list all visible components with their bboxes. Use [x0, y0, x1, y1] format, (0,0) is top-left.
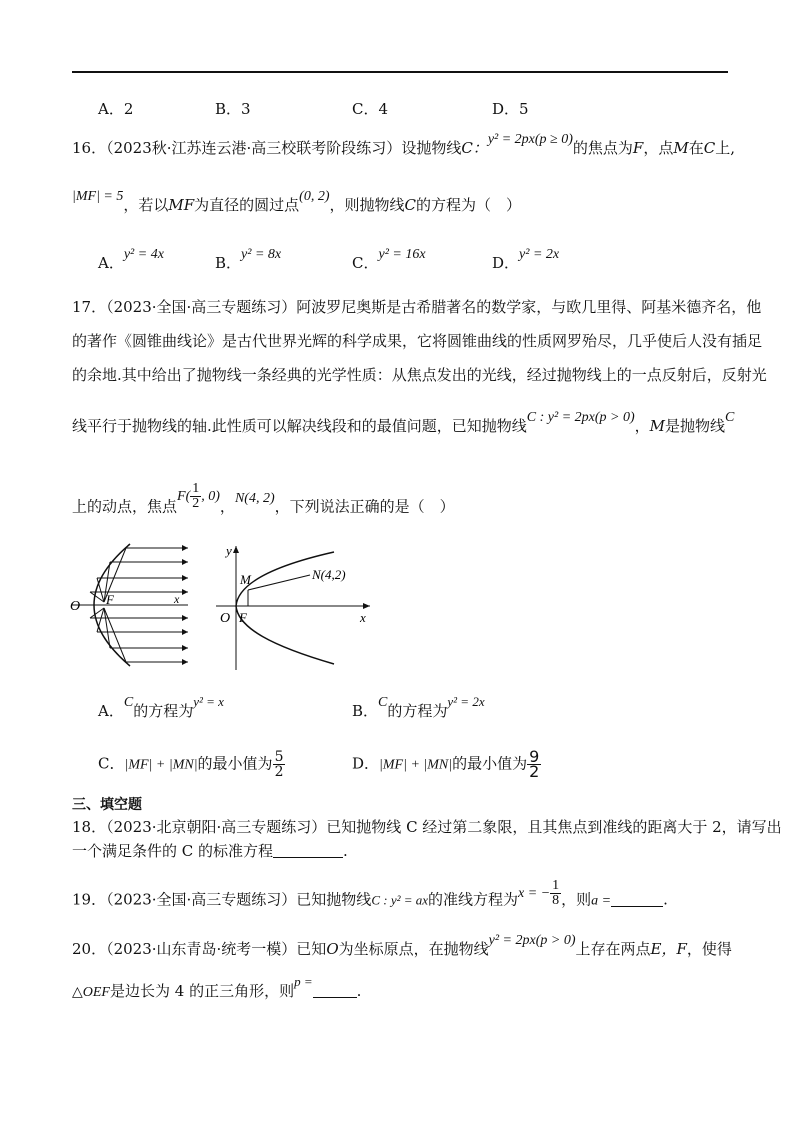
- section-heading: 三、填空题: [72, 797, 142, 813]
- reflection-diagram: [68, 540, 198, 670]
- label-o-left: O: [70, 599, 81, 614]
- q20-answer-blank[interactable]: [313, 983, 357, 998]
- q17-line-2: 的著作《圆锥曲线论》是古代世界光辉的科学成果，它将圆锥曲线的性质网罗殆尽，几乎使后人没有插足: [72, 332, 763, 350]
- q17-line-4: 线平行于抛物线的轴.此性质可以解决线段和的最值问题，已知抛物线C : y² = 2px(p > 0)，M是抛物线C: [72, 410, 735, 435]
- q16-option-c: C．y² = 16x: [352, 247, 426, 272]
- q17-line-3: 的余地.其中给出了抛物线一条经典的光学性质：从焦点发出的光线，经过抛物线上的一点反射后，反射光: [72, 366, 767, 384]
- q15-option-b: B．3: [215, 100, 251, 118]
- q19-answer-blank[interactable]: [611, 892, 663, 907]
- q18-answer-blank[interactable]: [273, 843, 343, 858]
- label-f-left: F: [106, 592, 114, 607]
- segment-mn: [248, 575, 310, 590]
- q17-line-5: 上的动点，焦点F( $\frac{1}{2}$ , 0)，N(4, 2)，下列说法正确的是（ ）: [72, 481, 455, 516]
- y-arrow: [233, 546, 239, 553]
- q16-line-2: |MF| = 5，若以MF为直径的圆过点(0, 2)，则抛物线C的方程为（ ）: [72, 189, 522, 214]
- label-n: N(4,2): [312, 567, 346, 582]
- q15-option-c: C．4: [352, 100, 389, 118]
- q18-line-1: 18．（2023·北京朝阳·高三专题练习）已知抛物线 C 经过第二象限，且其焦点到准线的距离大于 2，请写出: [72, 818, 782, 836]
- q16-line-1: 16．（2023秋·江苏连云港·高三校联考阶段练习）设抛物线C：y² = 2px(p ≥ 0)的焦点为F，点M在C上,: [72, 132, 735, 157]
- coordinate-figure: [212, 540, 372, 675]
- label-x-left: x: [174, 592, 180, 606]
- label-x-right: x: [360, 610, 366, 625]
- q16-option-d: D．y² = 2x: [492, 247, 560, 272]
- q15-option-d: D．5: [492, 100, 529, 118]
- q17-line-1: 17．（2023·全国·高三专题练习）阿波罗尼奥斯是古希腊著名的数学家，与欧几里得、阿基米德齐名，他: [72, 298, 762, 316]
- q17-option-a: A．C的方程为y² = x: [98, 694, 224, 720]
- q17-option-d: D．|MF| + |MN|的最小值为 $\frac{9}{2}$: [352, 747, 540, 781]
- q16-option-b: B．y² = 8x: [215, 247, 282, 272]
- q20-line-2: △OEF是边长为 4 的正三角形，则p =.: [72, 974, 362, 1000]
- q17-option-c: C．|MF| + |MN|的最小值为 $\frac{5}{2}$: [98, 749, 284, 780]
- q20-line-1: 20．（2023·山东青岛·统考一模）已知O为坐标原点，在抛物线y² = 2px(p > 0)上存在两点E，F，使得: [72, 933, 732, 958]
- label-f-right: F: [239, 610, 247, 625]
- q18-line-2: 一个满足条件的 C 的标准方程 .: [72, 842, 348, 860]
- header-rule: [72, 71, 728, 73]
- q19-line: 19．（2023·全国·高三专题练习）已知抛物线C : y² = ax的准线方程为x = − $\frac{1}{8}$ ，则a = .: [72, 878, 668, 909]
- q16-option-a: A．y² = 4x: [98, 247, 164, 272]
- label-o-right: O: [220, 611, 231, 626]
- label-y: y: [226, 543, 232, 558]
- q17-option-b: B．C的方程为y² = 2x: [352, 694, 485, 720]
- q15-option-a: A．2: [98, 100, 134, 118]
- x-arrow: [363, 603, 370, 609]
- label-m: M: [240, 572, 251, 587]
